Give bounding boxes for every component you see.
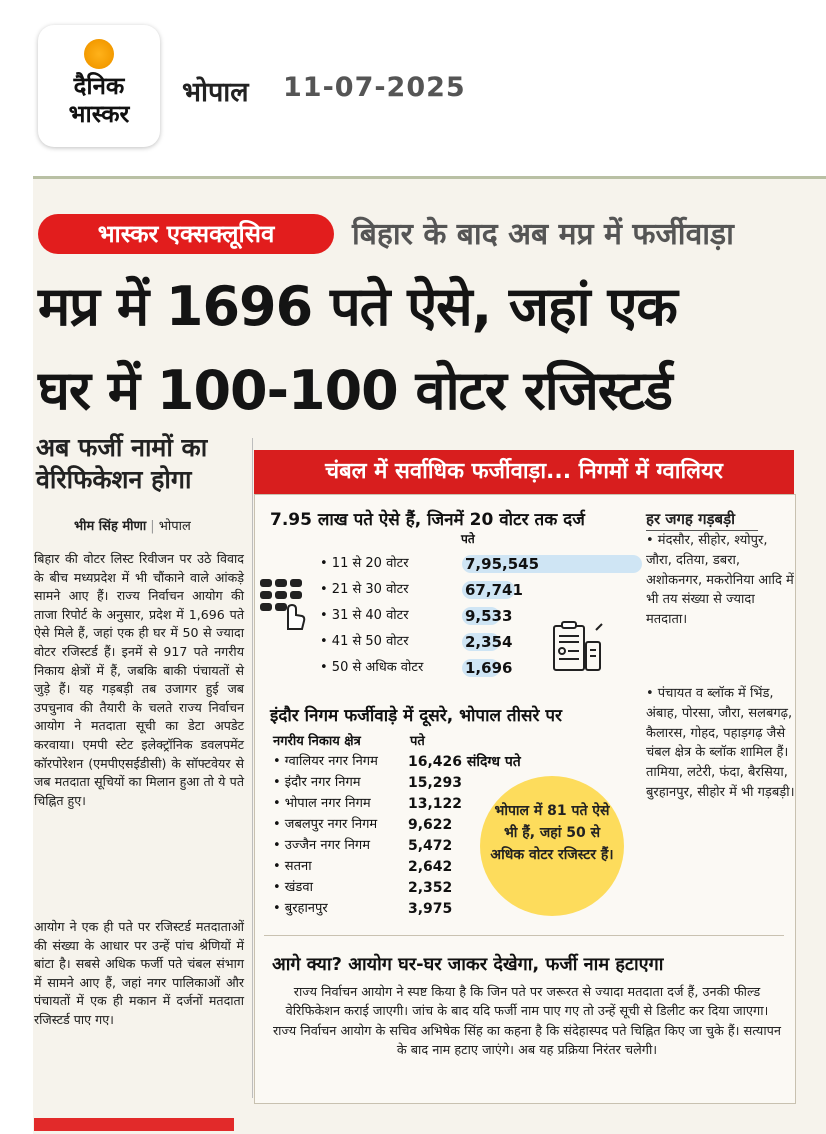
bar-row [320,581,640,599]
bar-value-label: 7,95,545 [465,555,540,573]
right-column-title: हर जगह गड़बड़ी [646,508,758,531]
section-divider [264,935,784,936]
bar-value-label: 1,696 [465,659,513,677]
column-divider [252,438,253,1098]
next-steps-text: राज्य निर्वाचन आयोग ने स्पष्ट किया है कि जिन पते पर जरूरत से ज्यादा मतदाता दर्ज हैं, उनकी फील्ड वेरिफिकेशन कराई जाएगी। जांच के बाद यदि फर्जी नाम पाए गए तो उन्हें सूची से डिलीट कर दिया जाएगा। राज्य निर्वाचन आयोग के सचिव अभिषेक सिंह का कहना है कि संदेहास्पद पते चिह्नित किए जा चुके हैं। सत्यापन के बाद नाम हटाए जाएंगे। अब यह प्रक्रिया निरंतर चलेगी। [272,985,782,1059]
document-form-icon [548,620,606,676]
table-row-area: • ग्वालियर नगर निगम [273,754,378,769]
table-row-area: • सतना [273,859,312,874]
kicker: बिहार के बाद अब मप्र में फर्जीवाड़ा [352,217,734,252]
bar-category-label: • 50 से अधिक वोटर [320,660,424,675]
table-header-count: पते [410,734,425,749]
table-row-area: • खंडवा [273,880,313,895]
app-header [0,0,826,185]
right-column-para-2: • पंचायत व ब्लॉक में भिंड, अंबाह, पोरसा, जौरा, सलबगढ़, कैलारस, गोहद, पहाड़गढ़ जैसे चंबल क्षेत्र के ब्लॉक शामिल हैं। तामिया, लटेरी, फंदा, बैरसिया, बुरहानपुर, सीहोर में भी गड़बड़ी। [646,686,795,800]
exclusive-tag: भास्कर एक्सक्लूसिव [38,214,334,254]
edition-date: 11-07-2025 [283,72,466,103]
bar-category-label: • 11 से 20 वोटर [320,556,409,571]
body-paragraph-2: आयोग ने एक ही पते पर रजिस्टर्ड मतदाताओं की संख्या के आधार पर उन्हें पांच श्रेणियों में बांटा है। सबसे अधिक फर्जी पते चंबल संभाग में सामने आए हैं, जहां नगर पालिकाओं और पंचायतों में एक ही मकान में दर्जनों मतदाता रजिस्टर्ड पाए गए। [34,919,244,1027]
table-row-count: 3,975 [408,901,453,917]
bhopal-callout-text: भोपाल में 81 पते ऐसे भी हैं, जहां 50 से अधिक वोटर रजिस्टर हैं। [490,803,614,863]
bar-category-label: • 21 से 30 वोटर [320,582,409,597]
table-row-count: 16,426 संदिग्ध पते [408,754,521,770]
logo-line-1: दैनिक [73,72,125,100]
headline-line-1: मप्र में 1696 पते ऐसे, जहां एक [38,275,677,338]
table-header-area: नगरीय निकाय क्षेत्र [273,734,361,749]
table-row-area: • इंदौर नगर निगम [273,775,361,790]
sun-icon [84,39,114,69]
chart-value-label: पते [461,532,475,546]
bar-row [320,555,640,573]
table-row-area: • बुरहानपुर [273,901,328,916]
bar-value-label: 67,741 [465,581,523,599]
logo-line-2: भास्कर [68,100,130,128]
byline-name: भीम सिंह मीणा [74,519,147,534]
headline-line-2: घर में 100-100 वोटर रजिस्टर्ड [38,359,672,422]
table-row-count: 15,293 [408,775,463,791]
edition-city: भोपाल [182,77,249,108]
bar-category-label: • 31 से 40 वोटर [320,608,409,623]
bar-category-label: • 41 से 50 वोटर [320,634,409,649]
phone-keypad-icon [258,575,306,631]
chart-title: 7.95 लाख पते ऐसे हैं, जिनमें 20 वोटर तक दर्ज [270,510,585,530]
bar-value-label: 2,354 [465,633,513,651]
table-row-area: • उज्जैन नगर निगम [273,838,371,853]
bar-value-label: 9,533 [465,607,513,625]
table-row-area: • भोपाल नगर निगम [273,796,371,811]
table-row-count: 13,122 [408,796,463,812]
bhopal-callout [480,776,624,916]
body-paragraph-1: बिहार की वोटर लिस्ट रिवीजन पर उठे विवाद के बीच मध्यप्रदेश में भी चौंकाने वाले आंकड़े सामने आए हैं। राज्य निर्वाचन आयोग की ताजा रिपोर्ट के अनुसार, प्रदेश में 1,696 पते ऐसे मिले हैं, जहां एक ही घर में 50 से ज्यादा वोटर रजिस्टर्ड हैं। इनमें से 917 पते नगरीय निकाय क्षेत्रों में हैं, जबकि बाकी पंचायतों से जुड़े हैं। यह गड़बड़ी तब उजागर हुई जब उपचुनाव की तैयारी के चलते राज्य निर्वाचन आयोग ने मतदाता सूची का डेटा अपडेट करवाया। एमपी स्टेट इलेक्ट्रॉनिक डवलपमेंट कॉरपोरेशन (एमपीएसईडीसी) के सॉफ्टवेयर से जब मतदाता सूचियों का मिलान हुआ तो ये पते चिह्नित हुए। [34,551,244,808]
infobox-banner: चंबल में सर्वाधिक फर्जीवाड़ा... निगमों में ग्वालियर [254,450,794,494]
table-row-count: 2,642 [408,859,453,875]
byline-city: भोपाल [158,519,191,534]
table-row-count: 2,352 [408,880,453,896]
next-steps-title: आगे क्या? आयोग घर-घर जाकर देखेगा, फर्जी नाम हटाएगा [272,954,664,975]
byline [74,516,191,534]
dainik-bhaskar-logo[interactable] [38,25,160,147]
table-row-count: 9,622 [408,817,453,833]
subheadline: अब फर्जी नामों का वेरिफिकेशन होगा [36,433,208,494]
byline-separator: | [150,519,155,534]
table-row-area: • जबलपुर नगर निगम [273,817,378,832]
next-article-strip [34,1118,234,1131]
right-column-para-1: • मंदसौर, सीहोर, श्योपुर, जौरा, दतिया, डबरा, अशोकनगर, मकरोनिया आदि में भी तय संख्या से ज्यादा मतदाता। [646,533,794,628]
table-row-count: 5,472 [408,838,453,854]
corporation-section-title: इंदौर निगम फर्जीवाड़े में दूसरे, भोपाल तीसरे पर [270,706,562,726]
